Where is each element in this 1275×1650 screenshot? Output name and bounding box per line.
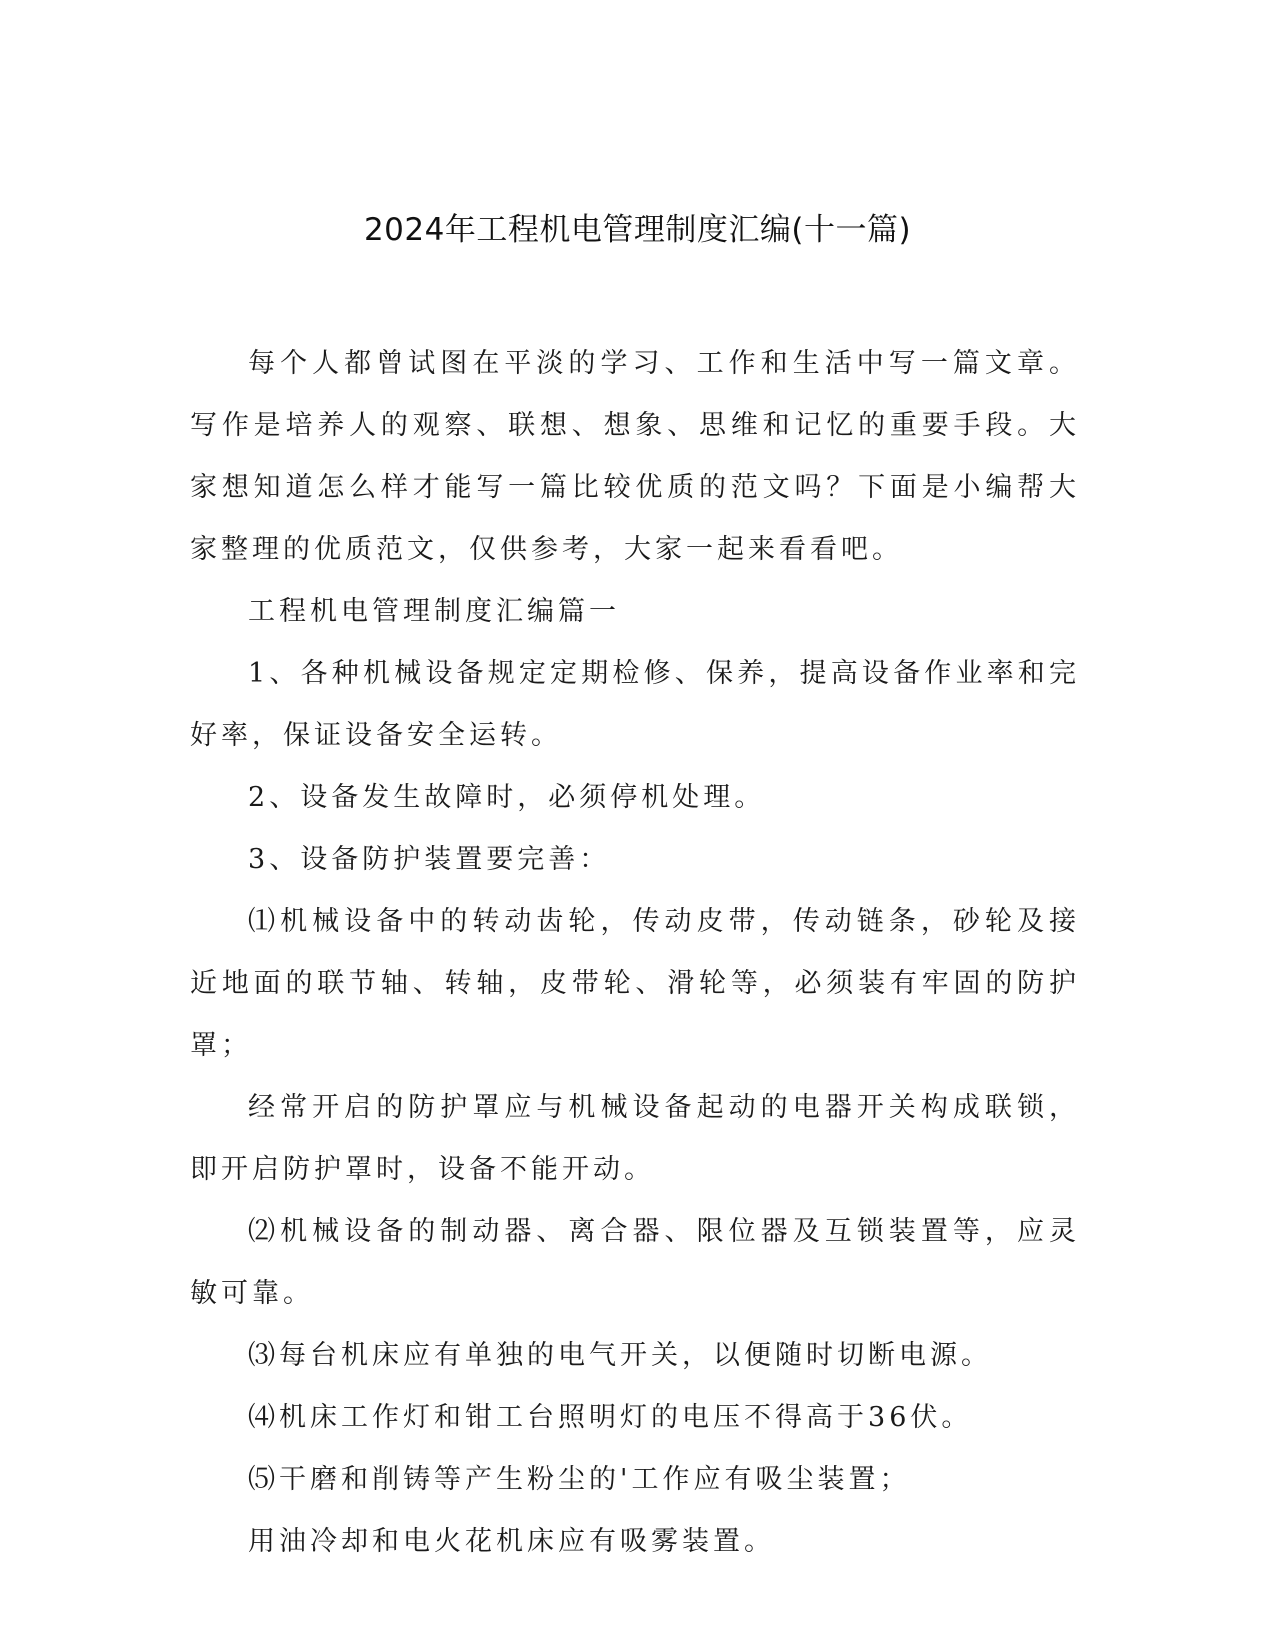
- document-body: [190, 333, 1080, 1573]
- rule-item-1: 1、各种机械设备规定定期检修、保养，提高设备作业率和完好率，保证设备安全运转。: [190, 658, 1080, 751]
- rule-subitem-4: ⑷机床工作灯和钳工台照明灯的电压不得高于36伏。: [248, 1402, 973, 1433]
- rule-subitem-1-note: 经常开启的防护罩应与机械设备起动的电器开关构成联锁，即开启防护罩时，设备不能开动。: [190, 1092, 1080, 1185]
- rule-item-2: 2、设备发生故障时，必须停机处理。: [248, 782, 766, 813]
- rule-subitem-3: ⑶每台机床应有单独的电气开关，以便随时切断电源。: [248, 1340, 993, 1371]
- rule-subitem-5: ⑸干磨和削铸等产生粉尘的'工作应有吸尘装置；: [248, 1464, 911, 1495]
- rule-subitem-1: ⑴机械设备中的转动齿轮，传动皮带，传动链条，砂轮及接近地面的联节轴、转轴，皮带轮、滑轮等，必须装有牢固的防护罩；: [190, 906, 1080, 1061]
- intro-paragraph: 每个人都曾试图在平淡的学习、工作和生活中写一篇文章。写作是培养人的观察、联想、想象、思维和记忆的重要手段。大家想知道怎么样才能写一篇比较优质的范文吗？下面是小编帮大家整理的优质范文，仅供参考，大家一起来看看吧。: [190, 348, 1080, 565]
- rule-subitem-2: ⑵机械设备的制动器、离合器、限位器及互锁装置等，应灵敏可靠。: [190, 1216, 1080, 1309]
- rule-item-3: 3、设备防护装置要完善：: [248, 844, 611, 875]
- document-title: 2024年工程机电管理制度汇编(十一篇): [363, 212, 912, 248]
- rule-subitem-5-note: 用油冷却和电火花机床应有吸雾装置。: [248, 1526, 776, 1557]
- section-heading: 工程机电管理制度汇编篇一: [248, 596, 621, 627]
